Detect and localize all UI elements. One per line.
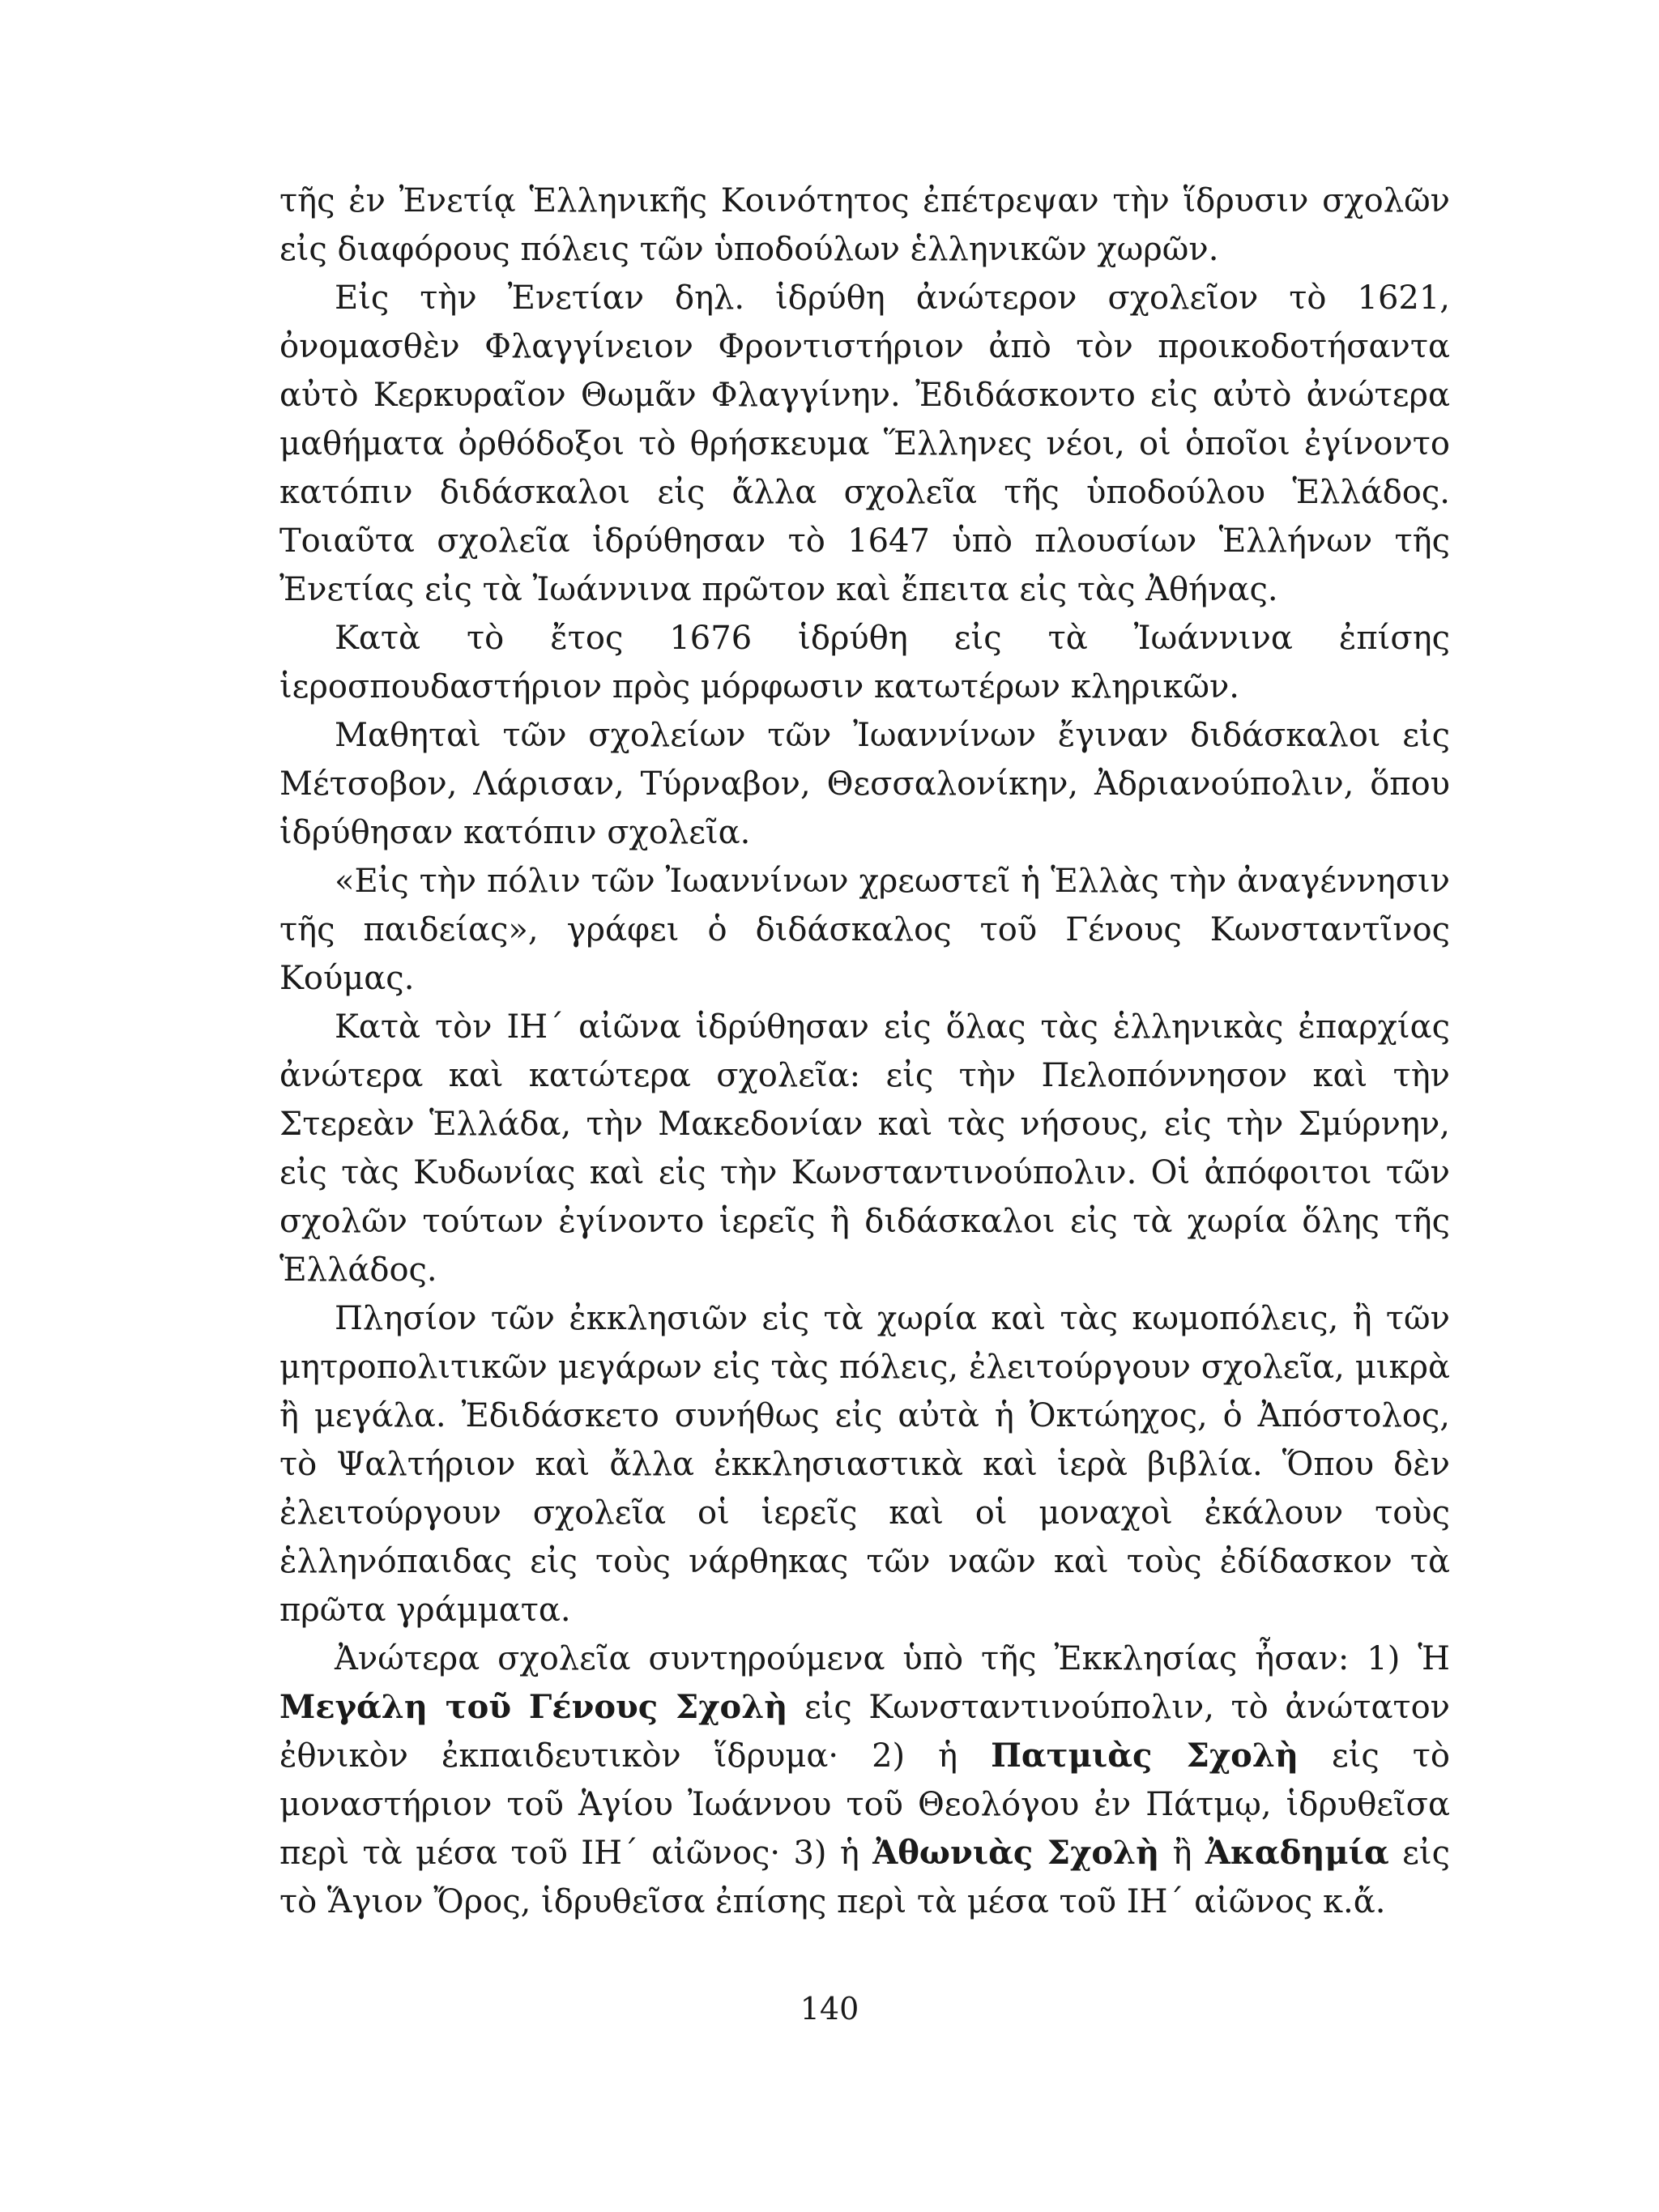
- paragraph-3: Κατὰ τὸ ἔτος 1676 ἱδρύθη εἰς τὰ Ἰωάννινα ἐπίσης ἱεροσπουδαστήριον πρὸς μόρφωσιν κατωτέρων κληρικῶν.: [279, 620, 1450, 705]
- paragraph-8-text-2: εἰς Κωνσταντινούπολιν, τὸ ἀνώτατον ἐθνικὸν ἐκπαιδευτικὸν ἵδρυμα· 2) ἡ: [279, 1689, 1450, 1775]
- school-name-patmias: Πατμιὰς Σχολὴ: [991, 1737, 1299, 1775]
- school-name-megali: Μεγάλη τοῦ Γένους Σχολὴ: [279, 1688, 788, 1726]
- paragraph-6: Κατὰ τὸν ΙΗ΄ αἰῶνα ἱδρύθησαν εἰς ὅλας τὰς ἑλληνικὰς ἐπαρχίας ἀνώτερα καὶ κατώτερα σχολεῖα: εἰς τὴν Πελοπόννησον καὶ τὴν Στερεὰν Ἑλλάδα, τὴν Μακεδονίαν καὶ τὰς νήσους, εἰς τὴν Σμύρνην, εἰς τὰς Κυδωνίας καὶ εἰς τὴν Κωνσταντινούπολιν. Οἱ ἀπόφοιτοι τῶν σχολῶν τούτων ἐγίνοντο ἱερεῖς ἢ διδάσκαλοι εἰς τὰ χωρία ὅλης τῆς Ἑλλάδος.: [279, 1008, 1450, 1289]
- paragraph-8: [279, 1634, 1450, 1926]
- page-number: 140: [800, 1991, 859, 2027]
- paragraph-8-text-5: εἰς τὸ Ἅγιον Ὄρος, ἱδρυθεῖσα ἐπίσης περὶ τὰ μέσα τοῦ ΙΗ΄ αἰῶνος κ.ἄ.: [279, 1835, 1450, 1920]
- paragraph-8-text-3: εἰς τὸ μοναστήριον τοῦ Ἁγίου Ἰωάννου τοῦ Θεολόγου ἐν Πάτμῳ, ἱδρυθεῖσα περὶ τὰ μέσα τοῦ ΙΗ΄ αἰῶνος· 3) ἡ: [279, 1737, 1451, 1872]
- paragraph-8-text-4: ἢ: [1159, 1835, 1205, 1872]
- paragraph-8-text-1: Ἀνώτερα σχολεῖα συντηρούμενα ὑπὸ τῆς Ἐκκλησίας ἦσαν: 1) Ἡ: [335, 1640, 1450, 1677]
- paragraph-7: Πλησίον τῶν ἐκκλησιῶν εἰς τὰ χωρία καὶ τὰς κωμοπόλεις, ἢ τῶν μητροπολιτικῶν μεγάρων εἰς τὰς πόλεις, ἐλειτούργουν σχολεῖα, μικρὰ ἢ μεγάλα. Ἐδιδάσκετο συνήθως εἰς αὐτὰ ἡ Ὀκτώηχος, ὁ Ἀπόστολος, τὸ Ψαλτήριον καὶ ἄλλα ἐκκλησιαστικὰ καὶ ἱερὰ βιβλία. Ὅπου δὲν ἐλειτούργουν σχολεῖα οἱ ἱερεῖς καὶ οἱ μοναχοὶ ἐκάλουν τοὺς ἑλληνόπαιδας εἰς τοὺς νάρθηκας τῶν ναῶν καὶ τοὺς ἐδίδασκον τὰ πρῶτα γράμματα.: [279, 1300, 1450, 1629]
- school-name-athonias: Ἀθωνιὰς Σχολὴ: [872, 1834, 1160, 1872]
- paragraph-5: «Εἰς τὴν πόλιν τῶν Ἰωαννίνων χρεωστεῖ ἡ Ἑλλὰς τὴν ἀναγέννησιν τῆς παιδείας», γράφει ὁ διδάσκαλος τοῦ Γένους Κωνσταντῖνος Κούμας.: [279, 863, 1450, 997]
- school-name-akadimia: Ἀκαδημία: [1205, 1834, 1389, 1872]
- paragraph-4: Μαθηταὶ τῶν σχολείων τῶν Ἰωαννίνων ἔγιναν διδάσκαλοι εἰς Μέτσοβον, Λάρισαν, Τύρναβον, Θεσσαλονίκην, Ἀδριανούπολιν, ὅπου ἱδρύθησαν κατόπιν σχολεῖα.: [279, 717, 1450, 851]
- paragraph-1: τῆς ἐν Ἐνετίᾳ Ἑλληνικῆς Κοινότητος ἐπέτρεψαν τὴν ἵδρυσιν σχολῶν εἰς διαφόρους πόλεις τῶν ὑποδούλων ἑλληνικῶν χωρῶν.: [279, 182, 1450, 268]
- paragraph-2: Εἰς τὴν Ἐνετίαν δηλ. ἱδρύθη ἀνώτερον σχολεῖον τὸ 1621, ὀνομασθὲν Φλαγγίνειον Φροντιστήριον ἀπὸ τὸν προικοδοτήσαντα αὐτὸ Κερκυραῖον Θωμᾶν Φλαγγίνην. Ἐδιδάσκοντο εἰς αὐτὸ ἀνώτερα μαθήματα ὀρθόδοξοι τὸ θρήσκευμα Ἕλληνες νέοι, οἱ ὁποῖοι ἐγίνοντο κατόπιν διδάσκαλοι εἰς ἄλλα σχολεῖα τῆς ὑποδούλου Ἑλλάδος. Τοιαῦτα σχολεῖα ἱδρύθησαν τὸ 1647 ὑπὸ πλουσίων Ἑλλήνων τῆς Ἐνετίας εἰς τὰ Ἰωάννινα πρῶτον καὶ ἔπειτα εἰς τὰς Ἀθήνας.: [279, 279, 1450, 608]
- body-text: [279, 177, 1450, 1926]
